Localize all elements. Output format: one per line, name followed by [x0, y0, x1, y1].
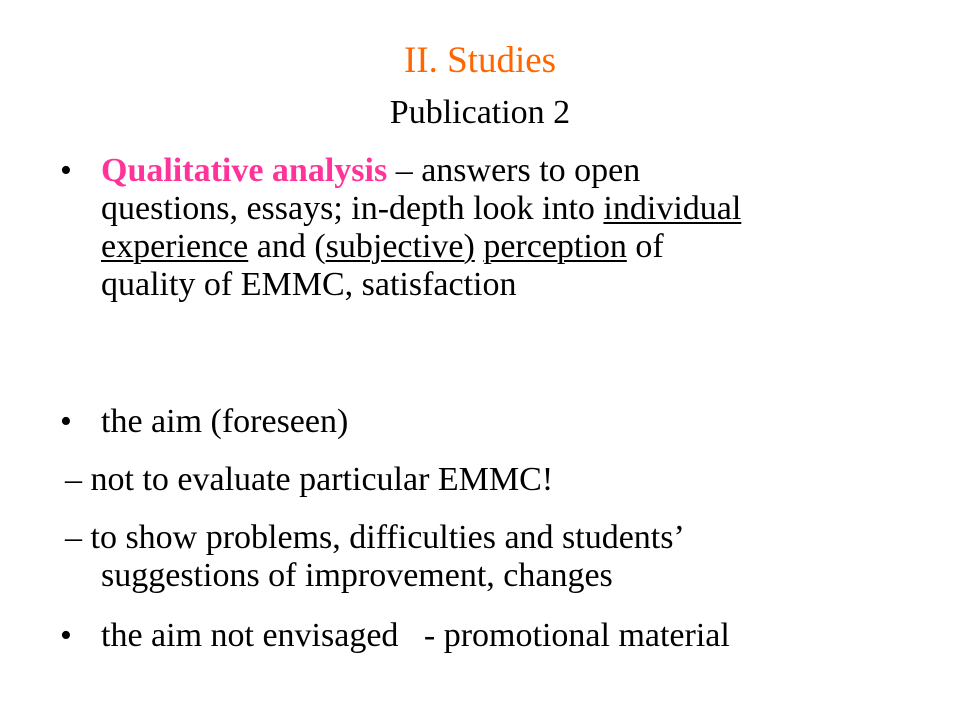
dash-text-continued: suggestions of improvement, changes: [101, 557, 613, 594]
bullet-marker: •: [60, 617, 72, 654]
underlined-text: experience: [101, 228, 249, 265]
bullet-line: [101, 152, 640, 190]
underlined-text: subjective): [325, 228, 475, 265]
slide-title: II. Studies: [403, 40, 557, 81]
bullet-line: [101, 228, 664, 266]
dash-text: – to show problems, difficulties and students’: [65, 519, 685, 556]
slide-subtitle: Publication 2: [389, 94, 571, 131]
underlined-text: perception: [483, 228, 627, 265]
bullet-marker: •: [60, 403, 72, 440]
bullet-text: the aim (foreseen): [101, 403, 349, 440]
bullet-marker: •: [60, 152, 72, 189]
underlined-text: individual: [603, 190, 742, 227]
text-span: of: [626, 228, 664, 265]
dash-text: – not to evaluate particular EMMC!: [65, 461, 554, 498]
text-span: and (: [248, 228, 326, 265]
text-span: – answers to open: [387, 152, 641, 189]
text-span: questions, essays; in-depth look into: [101, 190, 604, 227]
bullet-line: [101, 190, 741, 228]
emphasis-text: Qualitative analysis: [101, 152, 388, 189]
bullet-line: quality of EMMC, satisfaction: [101, 266, 517, 303]
bullet-text: the aim not envisaged - promotional material: [101, 617, 730, 654]
